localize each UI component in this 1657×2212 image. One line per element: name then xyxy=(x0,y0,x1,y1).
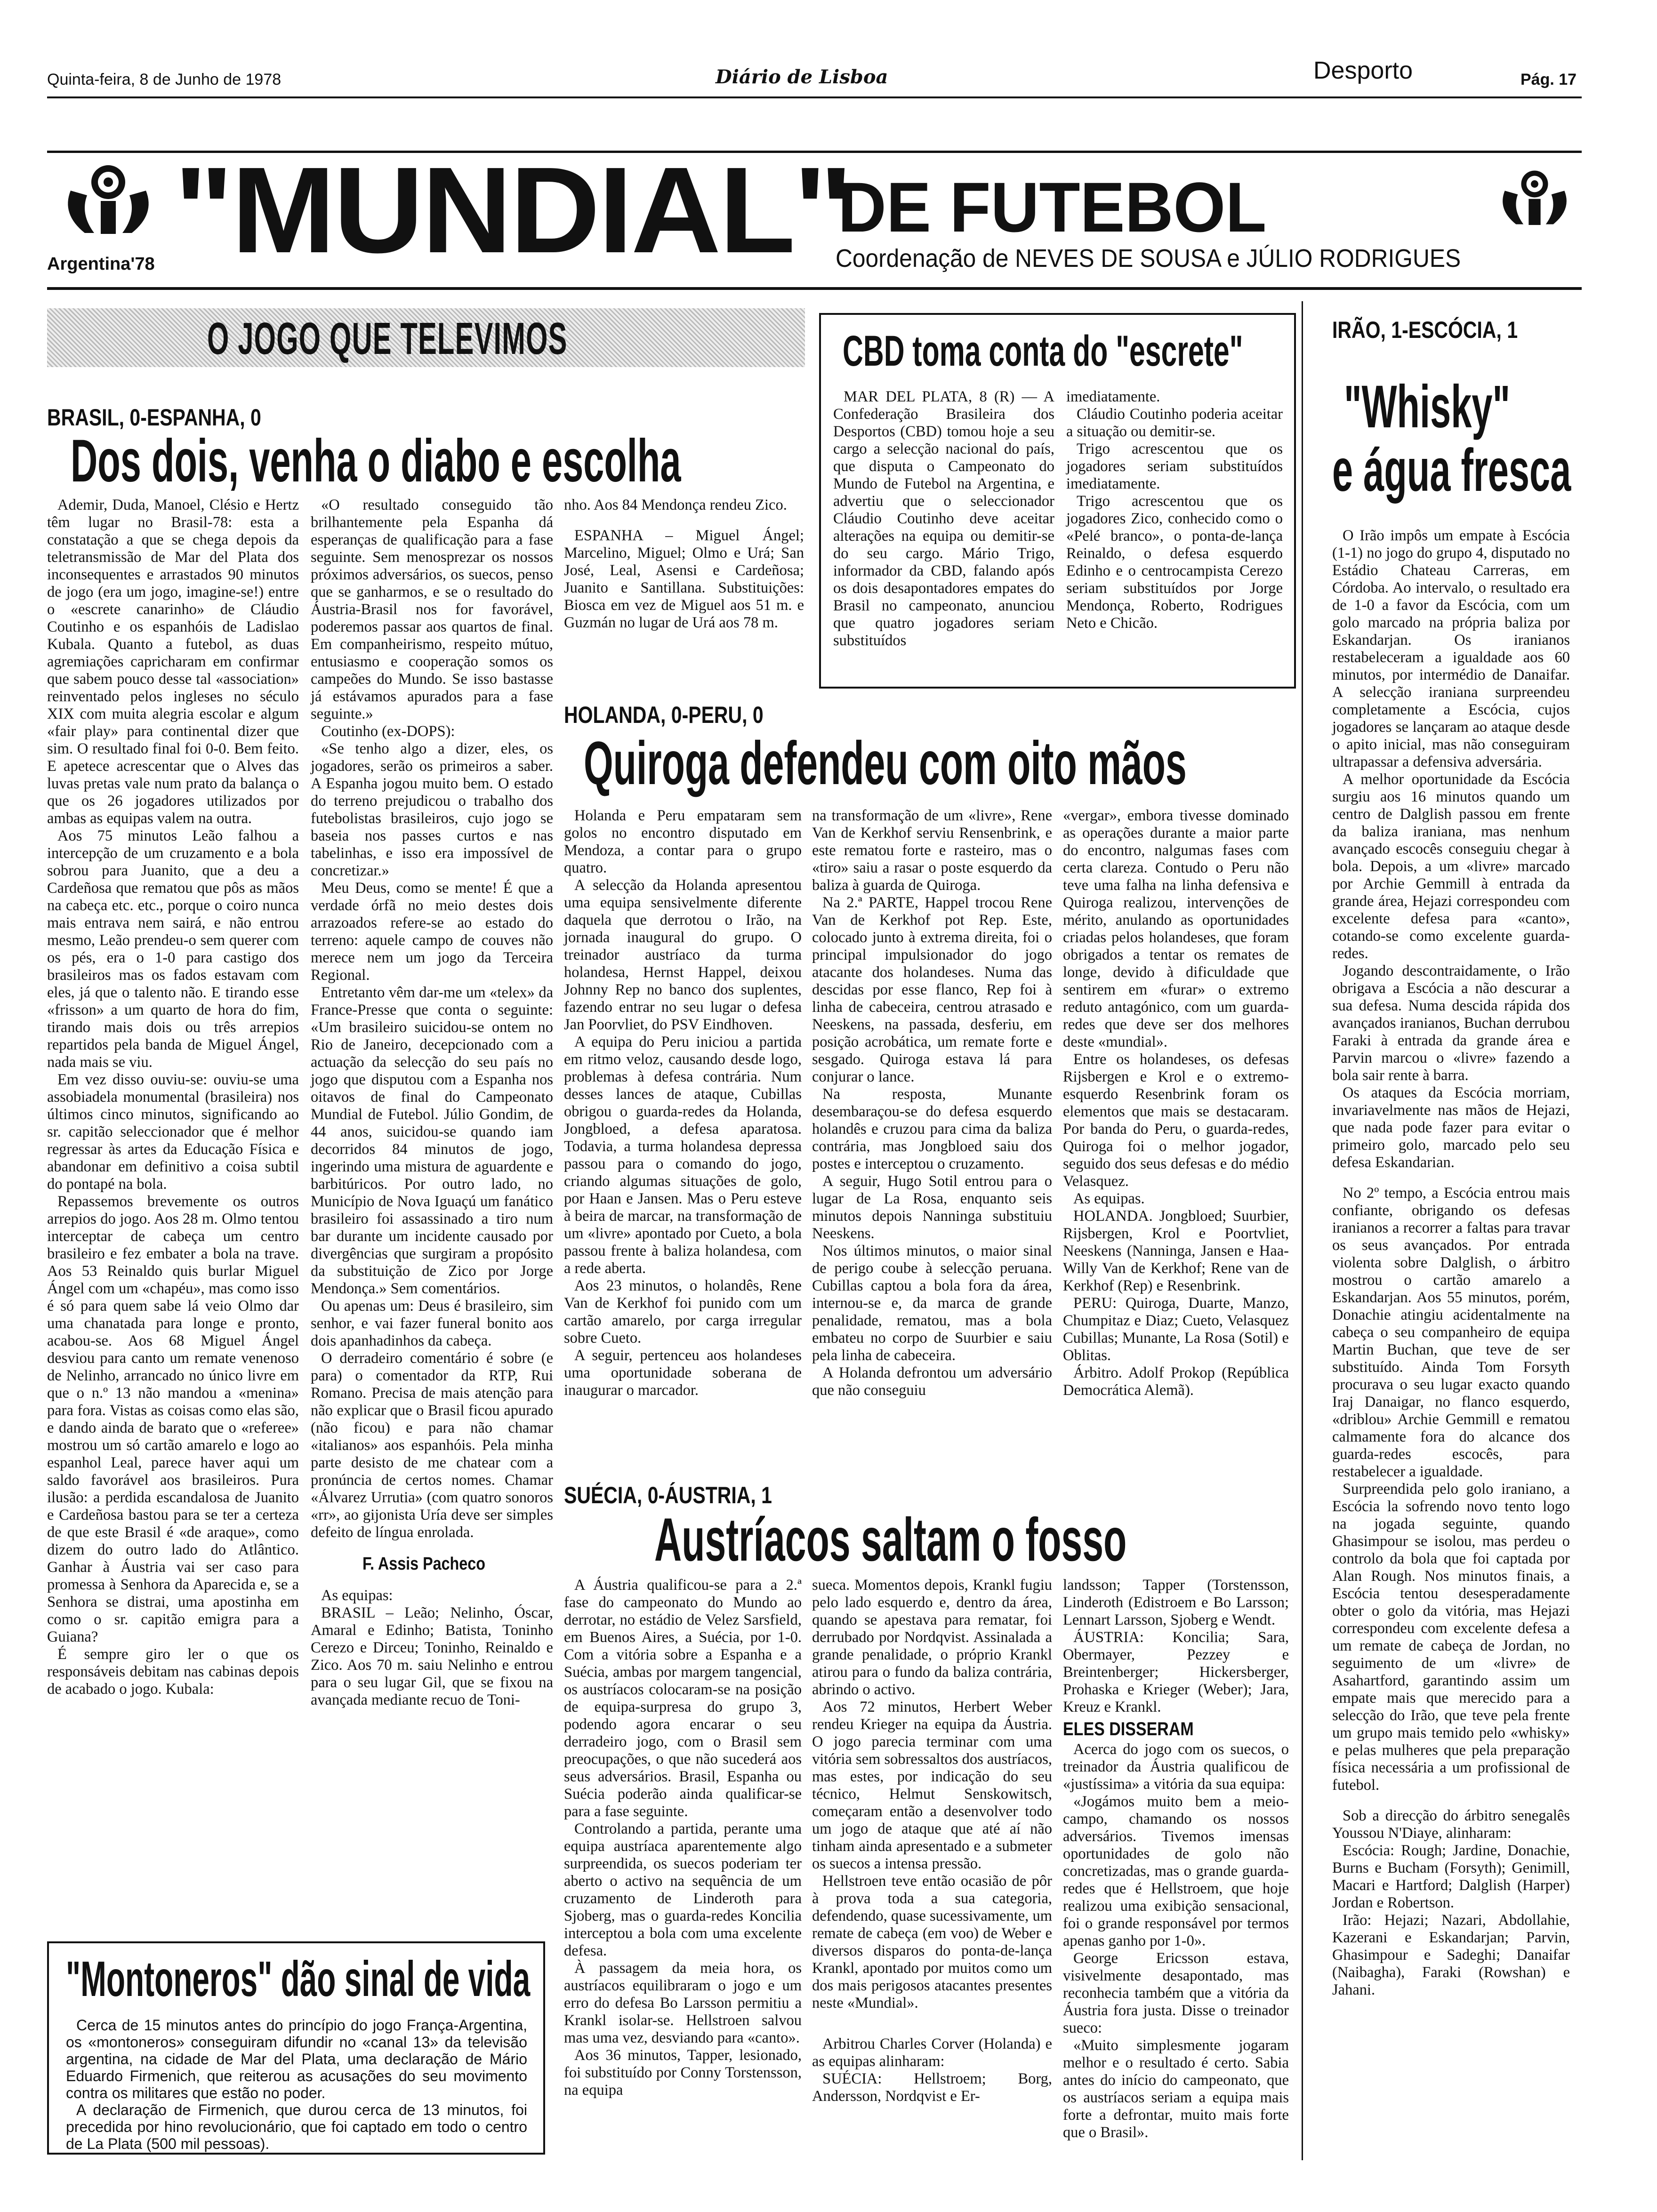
paragraph: As equipas: xyxy=(321,1587,393,1604)
montoneros-headline: "Montoneros" dão sinal de vida xyxy=(66,1951,531,2007)
paragraph: A melhor oportunidade da Escócia surgiu aos 16 minutos quando um centro de Dalglish passou em frente da baliza iraniana, mas nenhum avançado escocês conseguiu chegar à bola. Depois, a um «livre» marcado por Archie Gemmill à entrada da grande área, Hejazi correspondeu com excelente defesa para «canto», cotando-se como excelente guarda-redes. xyxy=(1332,771,1570,962)
suecia-col1 xyxy=(564,1577,802,2099)
brasil-kicker: BRASIL, 0-ESPANHA, 0 xyxy=(47,404,261,431)
brasil-headline: Dos dois, venha o diabo e escolha xyxy=(71,427,681,495)
paragraph: Meu Deus, como se mente! É que a verdade órfã no meio destes dois arrazoados refere-se ao estado do terreno: aquele campo de couves não merece nem um jogo da Terceira Regional. xyxy=(311,880,553,984)
paragraph: Coutinho (ex-DOPS): xyxy=(321,723,455,740)
irao-divider xyxy=(1302,301,1303,2160)
header-rule xyxy=(47,96,1582,98)
paragraph: Jogando descontraidamente, o Irão obrigava a Escócia a não descurar a sua defesa. Numa descida rápida dos avançados iranianos, Buchan derrubou Faraki à entrada da grande área e Parvin marcou o «livre» fazendo a bola sair rente à barra. xyxy=(1332,962,1570,1084)
cbd-col1 xyxy=(833,388,1054,649)
banner-subtitle: DE FUTEBOL xyxy=(838,168,1267,247)
paragraph: A Holanda defrontou um adversário que não conseguiu xyxy=(812,1364,1052,1399)
paragraph: Na resposta, Munante desembaraçou-se do defesa esquerdo holandês e cruzou para cima da baliza contrária, mas Jongbloed saiu dos postes e interceptou o cruzamento. xyxy=(812,1086,1052,1172)
paragraph: A seguir, Hugo Sotil entrou para o lugar de La Rosa, enquanto seis minutos depois Nanninga substituiu Neeskens. xyxy=(812,1173,1052,1242)
banner-coordination: Coordenação de NEVES DE SOUSA e JÚLIO RODRIGUES xyxy=(836,244,1461,272)
paragraph: As equipas. xyxy=(1073,1190,1145,1207)
paragraph: Aos 23 minutos, o holandês, Rene Van de Kerkhof foi punido com um cartão amarelo, por carga irregular sobre Cueto. xyxy=(564,1277,802,1346)
argentina78-emblem-icon xyxy=(52,162,165,242)
paragraph: Os ataques da Escócia morriam, invariavelmente nas mãos de Hejazi, que nada pode fazer para evitar o primeiro golo, marcado pelo seu defesa Eskandarian. xyxy=(1332,1084,1570,1171)
paragraph: Ou apenas um: Deus é brasileiro, sim senhor, e vai fazer funeral bonito aos dois apanhadinhos da cabeça. xyxy=(311,1298,553,1349)
irao-kicker: IRÃO, 1-ESCÓCIA, 1 xyxy=(1332,317,1518,343)
paragraph: «vergar», embora tivesse dominado as operações durante a maior parte do encontro, nalgumas fases com certa clareza. Contudo o Peru não teve uma falha na linha defensiva e Quiroga realizou, intervenções de mérito, anulando as oportunidades criadas pelos holandeses, que foram obrigados a tentar os remates de longe, devido à dificuldade que sentirem em «furar» o extremo reduto antagónico, com um guarda-redes que deve ser dos melhores deste «mundial». xyxy=(1063,807,1289,1050)
paragraph: HOLANDA. Jongbloed; Suurbier, Rijsbergen, Krol e Poortvliet, Neeskens (Nanninga, Jansen e Haa-Willy Van de Kerkhof; Rene van de Kerkhof (Rep) e Resenbrink. xyxy=(1063,1208,1289,1294)
jogo-tag: O JOGO QUE TELEVIMOS xyxy=(207,313,568,364)
paragraph: A equipa do Peru iniciou a partida em ritmo veloz, causando desde logo, problemas à defesa contrária. Num desses lances de ataque, Cubillas obrigou o guarda-redes da Holanda, Jongbloed, a defesa aparatosa. Todavia, a turma holandesa depressa passou para o comando do jogo, criando algumas situações de golo, por Haan e Jansen. Mas o Peru esteve à beira de marcar, na transformação de um «livre» apontado por Cueto, a bola passou frente à baliza holandesa, com a rede aberta. xyxy=(564,1034,802,1277)
irao-headline-2: e água fresca xyxy=(1332,437,1571,504)
suecia-col2 xyxy=(812,1577,1052,2105)
newspaper-name: Diário de Lisboa xyxy=(716,66,888,88)
holanda-col2 xyxy=(812,807,1052,1399)
page-date: Quinta-feira, 8 de Junho de 1978 xyxy=(47,71,282,88)
paragraph: Aos 72 minutos, Herbert Weber rendeu Krieger na equipa da Áustria. O jogo parecia terminar com uma vitória sem sobressaltos dos austríacos, mas estes, por indicação do seu técnico, Helmut Senskowitsch, começaram então a desenvolver todo um jogo de ataque que até aí não tinham ainda apresentado e a submeter os suecos a intensa pressão. xyxy=(812,1699,1052,1872)
brasil-col2 xyxy=(311,497,553,1709)
paragraph: na transformação de um «livre», Rene Van de Kerkhof serviu Rensenbrink, e este rematou forte e rasteiro, mas o «tiro» saiu a rasar o poste esquerdo da baliza à guarda de Quiroga. xyxy=(812,807,1052,894)
section-name: Desporto xyxy=(1313,57,1413,84)
paragraph: Controlando a partida, perante uma equipa austríaca aparentemente algo surpreendida, os suecos poderiam ter aberto o activo na sequência de um cruzamento de Linderoth para Sjoberg, mas o guarda-redes Koncilia interceptou a bola com uma excelente defesa. xyxy=(564,1820,802,1959)
paragraph: «O resultado conseguido tão brilhantemente pela Espanha dá esperanças de qualificação para a fase seguinte. Sem menosprezar os nossos próximos adversários, os suecos, penso que se ganharmos, e se o resultado do Áustria-Brasil nos for favorável, poderemos passar aos quartos de final. Em companheirismo, respeito mútuo, entusiasmo e cooperação somos os campeões do Mundo. Se isso bastasse já estávamos apurados para a fase seguinte.» xyxy=(311,497,553,722)
holanda-kicker: HOLANDA, 0-PERU, 0 xyxy=(564,702,764,728)
paragraph: PERU: Quiroga, Duarte, Manzo, Chumpitaz e Diaz; Cueto, Velasquez Cubillas; Munante, La Rosa (Sotil) e Oblitas. xyxy=(1063,1295,1289,1364)
paragraph: A Áustria qualificou-se para a 2.ª fase do campeonato do Mundo ao derrotar, no estádio de Velez Sarsfield, em Buenos Aires, a Suécia, por 1-0. Com a vitória sobre a Espanha e a Suécia, ambas por margem tangencial, os austríacos colocaram-se na posição de equipa-surpresa do grupo 3, podendo agora encarar o seu derradeiro jogo, com o Brasil sem preocupações, o que não sucederá aos seus adversários. Brasil, Espanha ou Suécia poderão ainda qualificar-se para a fase seguinte. xyxy=(564,1577,802,1820)
paragraph: George Ericsson estava, visivelmente desapontado, mas reconhecia também que a vitória da Áustria fora justa. Disse o treinador sueco: xyxy=(1063,1950,1289,2036)
paragraph: «Muito simplesmente jogaram melhor e o resultado é certo. Sabia antes do início do campeonato, que os austríacos seriam a equipa mais forte a defrontar, muito mais forte que o Brasil». xyxy=(1063,2037,1289,2141)
paragraph: Ademir, Duda, Manoel, Clésio e Hertz têm lugar no Brasil-78: esta a constatação a que se chega depois da teletransmissão de Mar del Plata dos inconsequentes e arrastados 90 minutos de jogo (era um jogo, imagine-se!) entre o «escrete canarinho» de Cláudio Coutinho e os espanhóis de Ladislao Kubala. Quanto a futebol, as duas agremiações capricharam em confirmar que sabem pouco desse tal «association» reinventado pelos ingleses no século XIX com muita alegria escolar e algum «fair play» para continental dizer que sim. O resultado final foi 0-0. Bem feito. E apetece acrescentar que o Alves das luvas pretas vale num prato da balança o que os 26 jogadores utilizados por ambas as equipas valem na outra. xyxy=(47,497,299,827)
paragraph: Em vez disso ouviu-se: ouviu-se uma assobiadela monumental (brasileira) nos últimos cinco minutos, significando ao sr. capitão seleccionador que é melhor regressar às artes da Educação Física e abandonar em definitivo a coisa subtil do pontapé na bola. xyxy=(47,1071,299,1193)
paragraph: Nos últimos minutos, o maior sinal de perigo coube à selecção peruana. Cubillas captou a bola fora da área, internou-se e, da marca de grande penalidade, rematou, mas a bola embateu no corpo de Suurbier e saiu pela linha de cabeceira. xyxy=(812,1242,1052,1364)
page-number: Pág. 17 xyxy=(1520,71,1577,88)
paragraph: Árbitro. Adolf Prokop (República Democrática Alemã). xyxy=(1063,1364,1289,1399)
paragraph: A seguir, pertenceu aos holandeses uma oportunidade soberana de inaugurar o marcador. xyxy=(564,1347,802,1399)
paragraph: Escócia: Rough; Jardine, Donachie, Burns e Bucham (Forsyth); Genimill, Macari e Hartford; Dalglish (Harper) Jordan e Robertson. xyxy=(1332,1842,1570,1911)
paragraph: Acerca do jogo com os suecos, o treinador da Áustria qualificou de «justíssima» a vitória da sua equipa: xyxy=(1063,1741,1289,1793)
paragraph: imediatamente. xyxy=(1066,388,1160,405)
holanda-col3 xyxy=(1063,807,1289,1399)
argentina78-label: Argentina'78 xyxy=(47,254,155,274)
paragraph: «Se tenho algo a dizer, eles, os jogadores, serão os primeiros a saber. A Espanha jogou muito bem. O estado do terreno prejudicou o trabalho dos futebolistas brasileiros, cujo jogo se baseia nos passes curtos e nas tabelinhas, e isso era impossível de concretizar.» xyxy=(311,740,553,879)
paragraph: BRASIL – Leão; Nelinho, Óscar, Amaral e Edinho; Batista, Toninho Cerezo e Dirceu; Toninho, Reinaldo e Zico. Aos 70 m. saiu Nelinho e entrou para o seu lugar Gil, que se fixou na avançada mediante recuo de Toni- xyxy=(311,1604,553,1708)
holanda-headline: Quiroga defendeu com oito mãos xyxy=(584,729,1187,797)
holanda-col1 xyxy=(564,807,802,1399)
brasil-col1 xyxy=(47,497,299,1698)
suecia-kicker: SUÉCIA, 0-ÁUSTRIA, 1 xyxy=(564,1482,772,1508)
irao-body xyxy=(1332,527,1570,1999)
paragraph: Repassemos brevemente os outros arrepios do jogo. Aos 28 m. Olmo tentou interceptar de cabeça um centro brasileiro e fez embater a bola na trave. Aos 53 Reinaldo quis burlar Miguel Ángel com um «chapéu», mas como isso é só para quem sabe lá veio Olmo dar uma chanatada para longe e pronto, acabou-se. Aos 68 Miguel Ángel desviou para canto um remate venenoso de Nelinho, arrancado no único livre em que o n.º 13 não mandou a «menina» para fora. Vistas as coisas como elas são, e dando ainda de barato que o «referee» mostrou um só cartão amarelo e logo ao espanhol Leal, parece haver aqui um saldo favorável aos brasileiros. Pura ilusão: a perdida escandalosa de Juanito e Cardeñosa bastou para se ter a certeza de que este Brasil é «de araque», como dizem do outro lado do Atlântico. Ganhar à Áustria vai ser caso para promessa à Senhora da Aparecida e, se a Senhora se distrai, uma apostinha em como o sr. capitão emigra para a Guiana? xyxy=(47,1193,299,1645)
paragraph: No 2º tempo, a Escócia entrou mais confiante, obrigando os defesas iranianos a recorrer a faltas para travar os seus avançados. Por entrada violenta sobre Dalglish, o árbitro mostrou o cartão amarelo a Eskandarjan. Aos 55 minutos, porém, Donachie atingiu acidentalmente na cabeça o seu companheiro de equipa Martin Buchan, que teve de ser substituído. Ainda Tom Forsyth procurava o seu lugar exacto quando Iraj Danaigar, no flanco esquerdo, «driblou» Archie Gemmill e rematou calmamente fora do alcance dos guarda-redes escocês, para restabelecer a igualdade. xyxy=(1332,1185,1570,1480)
paragraph: Na 2.ª PARTE, Happel trocou Rene Van de Kerkhof pot Rep. Este, colocado junto à extrema direita, foi o principal impulsionador do jogo atacante dos holandeses. Numa das descidas por esse flanco, Rep foi à linha de cabeceira, centrou atrasado e Neeskens, na passada, desferiu, em posição acrobática, um remate forte e sesgado. Quiroga estava lá para conjurar o lance. xyxy=(812,894,1052,1085)
paragraph: Cláudio Coutinho poderia aceitar a situação ou demitir-se. xyxy=(1066,406,1283,440)
paragraph: Trigo acrescentou que os jogadores seriam substituídos imediatamente. xyxy=(1066,441,1283,492)
paragraph: Hellstroen teve então ocasião de pôr à prova toda a sua categoria, defendendo, quase sucessivamente, um remate de cabeça (em voo) de Weber e diversos disparos do ponta-de-lança Krankl, apontado por muitos como um dos mais perigosos atacantes presentes neste «Mundial». xyxy=(812,1873,1052,2012)
argentina78-emblem-right-icon xyxy=(1490,162,1579,238)
paragraph: MAR DEL PLATA, 8 (R) — A Confederação Brasileira dos Desportos (CBD) tomou hoje a seu cargo a selecção nacional do país, que disputa o Campeonato do Mundo de Futebol na Argentina, e advertiu que o seleccionador Cláudio Coutinho deve aceitar alterações na equipa ou demitir-se do seu cargo. Mário Trigo, informador da CBD, falando após os dois desapontadores empates do Brasil no campeonato, anunciou que quatro jogadores seriam substituídos xyxy=(833,388,1054,649)
paragraph: O derradeiro comentário é sobre (e para) o comentador da RTP, Rui Romano. Precisa de mais atenção para não explicar que o Brasil ficou apurado (não ficou) e para não chamar «italianos» aos espanhóis. Pela minha parte desisto de me chatear com a pronúncia de certos nomes. Chamar «Álvarez Urrutia» (com quatro sonoros «rr», ao gijonista Uría deve ser simples defeito de língua enrolada. xyxy=(311,1350,553,1541)
paragraph: Irão: Hejazi; Nazari, Abdollahie, Kazerani e Eskandarjan; Parvin, Ghasimpour e Sadeghi; Danaifar (Naibagha), Faraki (Rowshan) e Jahani. xyxy=(1332,1912,1570,1998)
paragraph: ESPANHA – Miguel Ángel; Marcelino, Miguel; Olmo e Urá; San José, Leal, Asensi e Cardeñosa; Juanito e Santillana. Substituições: Biosca em vez de Miguel aos 51 m. e Guzmán no lugar de Urá aos 78 m. xyxy=(564,527,804,631)
paragraph: ÁUSTRIA: Koncilia; Sara, Obermayer, Pezzey e Breintenberger; Hickersberger, Prohaska e Krieger (Weber); Jara, Kreuz e Krankl. xyxy=(1063,1629,1289,1715)
paragraph: Sob a direcção do árbitro senegalês Youssou N'Diaye, alinharam: xyxy=(1332,1807,1570,1842)
paragraph: Cerca de 15 minutos antes do princípio do jogo França-Argentina, os «montoneros» conseguiram difundir no «canal 13» da televisão argentina, na cidade de Mar del Plata, uma declaração de Mário Eduardo Firmenich, que reiterou as acusações do seu movimento contra os militares que estão no poder. xyxy=(66,2017,527,2101)
paragraph: É sempre giro ler o que os responsáveis debitam nas cabinas depois de acabado o jogo. Kubala: xyxy=(47,1646,299,1698)
paragraph: Holanda e Peru empataram sem golos no encontro disputado em Mendoza, a contar para o grupo quatro. xyxy=(564,807,802,876)
suecia-col3 xyxy=(1063,1577,1289,2141)
paragraph: A selecção da Holanda apresentou uma equipa sensivelmente diferente daquela que derrotou o Irão, na jornada inaugural do grupo. O treinador austríaco da turma holandesa, Hernst Happel, deixou Johnny Rep no banco dos suplentes, fazendo entrar no seu lugar o defesa Jan Poorvliet, do PSV Eindhoven. xyxy=(564,877,802,1033)
cbd-col2 xyxy=(1066,388,1283,632)
paragraph: À passagem da meia hora, os austríacos equilibraram o jogo e um erro do defesa Bo Larsson permitiu a Krankl isolar-se. Hellstroen salvou mas uma vez, desviando para «canto». xyxy=(564,1960,802,2046)
brasil-signature: F. Assis Pacheco xyxy=(362,1554,485,1574)
paragraph: A declaração de Firmenich, que durou cerca de 13 minutos, foi precedida por hino revolucionário, que foi captado em todo o centro de La Plata (500 mil pessoas). xyxy=(66,2101,527,2152)
paragraph: Aos 36 minutos, Tapper, lesionado, foi substituído por Conny Torstensson, na equipa xyxy=(564,2047,802,2099)
paragraph: O Irão impôs um empate à Escócia (1-1) no jogo do grupo 4, disputado no Estádio Chateau Carreras, em Córdoba. Ao intervalo, o resultado era de 1-0 a favor da Escócia, com um golo marcado na própria baliza por Eskandarjan. Os iranianos restabeleceram a igualdade aos 60 minutos, por intermédio de Danaifar. A selecção iraniana surpreendeu completamente a Escócia, cujos jogadores se lançaram ao ataque desde o apito inicial, mas não conseguiram ultrapassar a defensiva adversária. xyxy=(1332,527,1570,770)
paragraph: Entretanto vêm dar-me um «telex» da France-Presse que conta o seguinte: «Um brasileiro suicidou-se ontem no Rio de Janeiro, decepcionado com a actuação da selecção do seu país no jogo que disputou com a Espanha nos oitavos de final do Campeonato Mundial de Futebol. Júlio Gondim, de 44 anos, suicidou-se quando iam decorridos 84 minutos de jogo, ingerindo uma mistura de aguardente e barbitúricos. Por outro lado, no Município de Nova Iguaçú um fanático brasileiro foi assassinado a tiro num bar durante um incidente causado por divergências que surgiram a propósito da substituição de Zico por Jorge Mendonça.» Sem comentários. xyxy=(311,984,553,1297)
cbd-headline: CBD toma conta do "escrete" xyxy=(843,327,1243,375)
montoneros-body xyxy=(66,2017,527,2152)
banner-rule xyxy=(47,287,1582,290)
brasil-col3 xyxy=(564,497,804,632)
irao-headline-1: "Whisky" xyxy=(1344,373,1511,441)
paragraph: nho. Aos 84 Mendonça rendeu Zico. xyxy=(564,497,787,513)
paragraph: Entre os holandeses, os defesas Rijsbergen e Krol e o extremo-esquerdo Resenbrink foram os elementos que mais se destacaram. Por banda do Peru, o guarda-redes, Quiroga foi o melhor jogador, seguido dos seus defesas e do médio Velasquez. xyxy=(1063,1051,1289,1190)
banner-title: "MUNDIAL" xyxy=(174,142,851,279)
paragraph: sueca. Momentos depois, Krankl fugiu pelo lado esquerdo e, dentro da área, quando se apestava para rematar, foi derrubado por Nordqvist. Assinalada a grande penalidade, o próprio Krankl atirou para o fundo da baliza contrária, abrindo o activo. xyxy=(812,1577,1052,1698)
paragraph: Arbitrou Charles Corver (Holanda) e as equipas alinharam: xyxy=(812,2036,1052,2070)
paragraph: «Jogámos muito bem a meio-campo, chamando os nossos adversários. Tivemos imensas oportunidades de golo não concretizadas, mas o grande guarda-redes que é Hellstroem, que hoje realizou uma exibição sensacional, foi o grande responsável por termos apenas ganho por 1-0». xyxy=(1063,1793,1289,1949)
paragraph: landsson; Tapper (Torstensson, Linderoth (Edistroem e Bo Larsson; Lennart Larsson, Sjoberg e Wendt. xyxy=(1063,1577,1289,1628)
paragraph: Aos 75 minutos Leão falhou a intercepção de um cruzamento e a bola sobrou para Juanito, que a deu a Cardeñosa que rematou que pôs as mãos na cabeça etc. etc., porque o coiro nunca mais entrava nem sairá, e não entrou mesmo, Leão prendeu-o sem querer com os pés, era o 1-0 para castigo dos brasileiros mas os fados estavam com eles, já que o talento não. E tirando esse «frisson» a um quarto de hora do fim, tirando mais dois ou três arrepios repartidos pela banda de Miguel Ángel, nada mais se viu. xyxy=(47,827,299,1071)
suecia-headline: Austríacos saltam o fosso xyxy=(654,1505,1127,1574)
paragraph: Trigo acrescentou que os jogadores Zico, conhecido como o «Pelé branco», o ponta-de-lança Reinaldo, o defesa esquerdo Edinho e o centrocampista Cerezo seriam substituídos por Jorge Mendonça, Roberto, Rodrigues Neto e Chicão. xyxy=(1066,493,1283,632)
paragraph: Surpreendida pelo golo iraniano, a Escócia la sofrendo novo tento logo na jogada seguinte, quando Ghasimpour se isolou, mas perdeu o controlo da bola que foi captada por Alan Rough. Nos minutos finais, a Escócia tentou desesperadamente obter o golo da vitória, mas Hejazi correspondeu com excelente defesa a um remate de cabeça de Jordan, no seguimento de um «livre» de Asahartford, garantindo assim um empate mais que merecido para a selecção do Irão, que teve pela frente um grupo mais temido pelo «whisky» e pelas mulheres que pela preparação física necessária a um profissional de futebol. xyxy=(1332,1481,1570,1794)
eles-disseram-heading: ELES DISSERAM xyxy=(1063,1719,1194,1739)
paragraph: SUÉCIA: Hellstroem; Borg, Andersson, Nordqvist e Er- xyxy=(812,2070,1052,2105)
